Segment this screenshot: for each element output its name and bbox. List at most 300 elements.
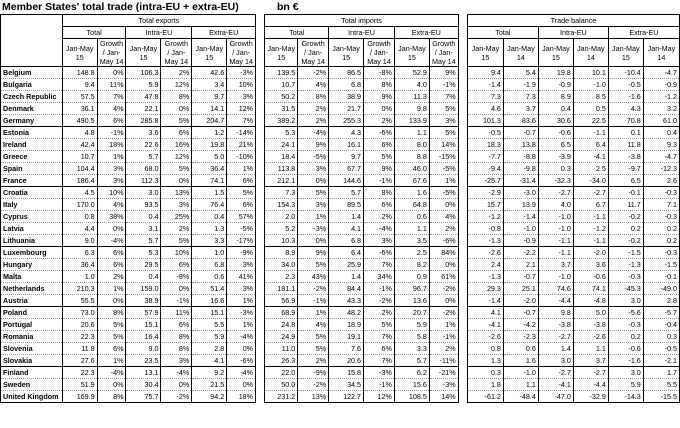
value-cell: 27.6 [62,355,97,367]
country-name: Germany [1,115,63,127]
value-cell: -15% [429,151,458,163]
value-cell: -2.0 [503,295,538,307]
value-cell: 6% [97,343,126,355]
value-cell: 1% [97,355,126,367]
value-cell: 0% [429,259,458,271]
value-cell: 3% [227,259,256,271]
value-cell: 3% [298,199,329,211]
value-cell: 74.1 [192,175,227,187]
value-cell: 22.1 [126,103,161,115]
value-cell: 1% [298,211,329,223]
value-cell: 5.9 [608,379,643,391]
value-cell: 13% [298,391,329,403]
value-cell: 210.3 [62,283,97,295]
value-cell: -25.7 [467,175,503,187]
value-cell: -1.4 [467,295,503,307]
value-cell: 154.3 [265,199,298,211]
table-row [1,319,680,331]
value-cell: 74.1 [573,283,608,295]
value-cell: 68.0 [126,163,161,175]
value-cell: 255.3 [329,115,364,127]
column-header: Jan-May 14 [573,39,608,67]
column-spacer [256,91,265,103]
value-cell: -8.8 [503,151,538,163]
value-cell: 1.4 [538,343,573,355]
value-cell: -1.3 [467,271,503,283]
value-cell: 5% [97,319,126,331]
column-spacer [458,15,467,67]
value-cell: -1% [161,295,192,307]
value-cell: -0.8 [467,223,503,235]
value-cell: 57% [227,211,256,223]
value-cell: -1.0 [573,79,608,91]
value-cell: 38.9 [329,91,364,103]
table-row [1,103,680,115]
value-cell: 5.3 [265,127,298,139]
value-cell: -2.7 [573,367,608,379]
value-cell: 0.1 [608,127,643,139]
value-cell: 14% [429,139,458,151]
value-cell: 1.1 [573,343,608,355]
column-spacer [256,343,265,355]
value-cell: -0.1 [643,271,679,283]
value-cell: 139.5 [265,67,298,79]
column-spacer [256,151,265,163]
column-spacer [458,319,467,331]
value-cell: 2% [364,307,395,319]
value-cell: 9.3 [643,139,679,151]
country-name: France [1,175,63,187]
value-cell: 12% [227,103,256,115]
table-row [1,91,680,103]
value-cell: 1.3 [467,355,503,367]
value-cell: 19.8 [192,139,227,151]
table-row [1,295,680,307]
value-cell: -8% [161,271,192,283]
column-header: Growth / Jan-May 14 [97,39,126,67]
value-cell: 34.0 [265,259,298,271]
value-cell: 8% [161,91,192,103]
column-spacer [458,67,467,79]
country-name: Luxembourg [1,247,63,259]
country-name: Hungary [1,259,63,271]
value-cell: 0.6 [192,271,227,283]
value-cell: -7.7 [467,151,503,163]
value-cell: 0.4 [538,103,573,115]
value-cell: 94.2 [192,391,227,403]
value-cell: 5.0 [192,151,227,163]
value-cell: -4% [97,367,126,379]
value-cell: 12% [161,151,192,163]
value-cell: 3% [364,235,395,247]
country-name: Netherlands [1,283,63,295]
table-row [1,271,680,283]
value-cell: -0.4 [643,319,679,331]
value-cell: 6.4 [329,247,364,259]
value-cell: 6% [227,175,256,187]
value-cell: 5.7 [126,151,161,163]
column-spacer [458,127,467,139]
country-name: Romania [1,331,63,343]
value-cell: 0% [97,379,126,391]
value-cell: -1.1 [573,235,608,247]
column-spacer [458,331,467,343]
column-spacer [256,163,265,175]
value-cell: 20.6 [329,355,364,367]
value-cell: 144.6 [329,175,364,187]
value-cell: 22.3 [62,331,97,343]
value-cell: 101.3 [467,115,503,127]
value-cell: 21.7 [329,103,364,115]
value-cell: 12% [161,79,192,91]
value-cell: 104.4 [62,163,97,175]
value-cell: 5% [161,235,192,247]
value-cell: 8% [364,187,395,199]
value-cell: -1% [298,295,329,307]
value-cell: 5% [298,331,329,343]
value-cell: 22.5 [573,115,608,127]
value-cell: 389.2 [265,115,298,127]
country-name: Latvia [1,223,63,235]
value-cell: 18% [227,391,256,403]
value-cell: 29.3 [467,283,503,295]
value-cell: -10.4 [608,67,643,79]
value-cell: 5% [298,343,329,355]
value-cell: -3.8 [538,319,573,331]
value-cell: 0% [161,283,192,295]
value-cell: 36.4 [192,163,227,175]
value-cell: 6% [161,127,192,139]
value-cell: 7% [227,115,256,127]
value-cell: 0% [364,103,395,115]
value-cell: 10.1 [573,67,608,79]
value-cell: -1.4 [467,79,503,91]
value-cell: 0.6 [394,211,429,223]
value-cell: 4.1 [329,223,364,235]
value-cell: 9% [364,91,395,103]
value-cell: 5.4 [503,67,538,79]
value-cell: 2% [429,343,458,355]
value-cell: 13.9 [503,199,538,211]
value-cell: 8% [161,343,192,355]
value-cell: 6% [161,259,192,271]
subgroup-header: Extra-EU [394,27,458,39]
column-spacer [458,307,467,319]
value-cell: -2% [364,295,395,307]
column-spacer [256,379,265,391]
value-cell: 285.8 [126,115,161,127]
country-name: Austria [1,295,63,307]
value-cell: -4.2 [503,319,538,331]
column-spacer [458,175,467,187]
value-cell: -1.3 [467,235,503,247]
value-cell: -1% [364,283,395,295]
table-row [1,115,680,127]
country-name: Malta [1,271,63,283]
value-cell: 1.4 [329,211,364,223]
value-cell: 6% [97,247,126,259]
column-spacer [256,247,265,259]
value-cell: 22.0 [265,367,298,379]
value-cell: -5.6 [608,307,643,319]
value-cell: 0% [97,295,126,307]
value-cell: 8% [97,307,126,319]
value-cell: 10.3 [265,235,298,247]
value-cell: 6.3 [62,247,97,259]
value-cell: 36.1 [62,103,97,115]
value-cell: 86.5 [329,67,364,79]
value-cell: 8% [97,391,126,403]
value-cell: -4.1 [467,319,503,331]
column-header: Jan-May 15 [192,39,227,67]
value-cell: 0.2 [643,235,679,247]
value-cell: 8.8 [394,151,429,163]
column-header: Jan-May 15 [538,39,573,67]
value-cell: 1.3 [192,223,227,235]
value-cell: 1% [227,295,256,307]
value-cell: 5.3 [126,247,161,259]
table-row [1,139,680,151]
value-cell: 3% [227,283,256,295]
value-cell: -2.6 [573,331,608,343]
value-cell: -1% [429,331,458,343]
value-cell: -48.4 [503,391,538,403]
value-cell: -1.5 [608,247,643,259]
value-cell: -14% [227,127,256,139]
value-cell: 9.7 [329,151,364,163]
value-cell: -0.2 [608,235,643,247]
subgroup-header: Total [467,27,538,39]
value-cell: 1% [227,163,256,175]
value-cell: 7.3 [503,91,538,103]
value-cell: -4% [227,331,256,343]
value-cell: 29.5 [126,259,161,271]
value-cell: -1% [97,127,126,139]
group-header: Trade balance [467,15,679,27]
value-cell: -1.1 [538,247,573,259]
table-row [1,151,680,163]
value-cell: -0.2 [608,211,643,223]
country-name: United Kingdom [1,391,63,403]
value-cell: 231.2 [265,391,298,403]
value-cell: 55.5 [62,295,97,307]
value-cell: 159.0 [126,283,161,295]
value-cell: -2.6 [467,331,503,343]
value-cell: 61.0 [643,115,679,127]
value-cell: 8% [298,91,329,103]
value-cell: 0.3 [538,163,573,175]
value-cell: -3% [364,367,395,379]
value-cell: 113.8 [265,163,298,175]
value-cell: 186.4 [62,175,97,187]
column-header: Jan-May 14 [643,39,679,67]
value-cell: 7.3 [265,187,298,199]
value-cell: 169.9 [62,391,97,403]
value-cell: 6.8 [329,235,364,247]
column-spacer [256,295,265,307]
value-cell: 1.8 [467,379,503,391]
value-cell: 3.7 [538,259,573,271]
value-cell: -5% [429,187,458,199]
value-cell: 1.5 [192,187,227,199]
value-cell: -3% [227,307,256,319]
value-cell: 7.1 [643,199,679,211]
value-cell: 0% [429,199,458,211]
value-cell: 6.5 [608,175,643,187]
value-cell: -31.4 [503,175,538,187]
column-spacer [458,223,467,235]
value-cell: 30.6 [538,115,573,127]
table-row [1,391,680,403]
value-cell: 14.1 [192,103,227,115]
value-cell: -34.0 [573,175,608,187]
value-cell: 18.9 [329,319,364,331]
value-cell: 9.2 [192,367,227,379]
value-cell: 6% [161,319,192,331]
value-cell: 13.1 [126,367,161,379]
table-row [1,247,680,259]
value-cell: 6.8 [329,79,364,91]
value-cell: -2.1 [643,355,679,367]
value-cell: 2% [161,223,192,235]
country-name: Greece [1,151,63,163]
value-cell: -2% [429,283,458,295]
column-spacer [256,139,265,151]
value-cell: 8% [364,79,395,91]
value-cell: -0.3 [608,271,643,283]
value-cell: 2.8 [192,343,227,355]
value-cell: 19.1 [329,331,364,343]
value-cell: 5.9 [126,79,161,91]
value-cell: -5.7 [643,307,679,319]
value-cell: 15.1 [192,307,227,319]
value-cell: 41% [227,271,256,283]
value-cell: 2.3 [265,271,298,283]
column-spacer [256,259,265,271]
value-cell: -1.2 [643,91,679,103]
value-cell: -4.1 [538,379,573,391]
value-cell: -4% [298,127,329,139]
value-cell: -4.7 [643,67,679,79]
column-spacer [458,103,467,115]
value-cell: 19.8 [538,67,573,79]
table-row [1,235,680,247]
value-cell: -2.3 [503,331,538,343]
value-cell: 9% [298,139,329,151]
column-header: Jan-May 15 [62,39,97,67]
value-cell: 9.0 [126,343,161,355]
value-cell: 5% [429,127,458,139]
subgroup-header: Extra-EU [608,27,679,39]
value-cell: -3.9 [538,151,573,163]
value-cell: 3.0 [608,367,643,379]
value-cell: 50.0 [265,379,298,391]
country-name: Portugal [1,319,63,331]
value-cell: -0.3 [608,319,643,331]
value-cell: 0.3 [643,331,679,343]
column-spacer [458,187,467,199]
country-name: Czech Republic [1,91,63,103]
value-cell: 5.7 [329,187,364,199]
value-cell: 4.1 [467,307,503,319]
value-cell: -5% [298,151,329,163]
column-spacer [256,367,265,379]
value-cell: 15.8 [329,367,364,379]
value-cell: 1% [429,175,458,187]
value-cell: 490.5 [62,115,97,127]
value-cell: -0.6 [573,271,608,283]
value-cell: 9% [364,163,395,175]
subgroup-header: Intra-EU [329,27,395,39]
table-row [1,343,680,355]
value-cell: 1.7 [643,367,679,379]
value-cell: 56.9 [265,295,298,307]
column-spacer [256,319,265,331]
value-cell: 38.9 [126,295,161,307]
value-cell: 5.7 [126,235,161,247]
table-title: Member States' total trade (intra-EU + extra-EU) [2,1,239,13]
value-cell: 10.7 [265,79,298,91]
column-spacer [458,343,467,355]
value-cell: 3.3 [192,235,227,247]
value-cell: 21.5 [192,379,227,391]
value-cell: 5.5 [643,379,679,391]
table-body [1,67,680,403]
value-cell: -1.0 [503,223,538,235]
value-cell: 3.2 [643,103,679,115]
value-cell: 181.1 [265,283,298,295]
column-header: Growth / Jan-May 14 [298,39,329,67]
value-cell: 0% [97,67,126,79]
value-cell: 0% [161,103,192,115]
value-cell: -3.0 [503,187,538,199]
value-cell: 42.4 [62,139,97,151]
value-cell: 7.3 [467,91,503,103]
value-cell: 1.2 [192,127,227,139]
value-cell: 1.1 [394,127,429,139]
value-cell: 51.9 [62,379,97,391]
value-cell: 1% [97,151,126,163]
value-cell: -1.6 [608,355,643,367]
value-cell: 6% [227,199,256,211]
value-cell: 1.1 [503,379,538,391]
subgroup-header: Intra-EU [538,27,608,39]
value-cell: 2.5 [573,163,608,175]
column-spacer [458,283,467,295]
value-cell: 4% [97,103,126,115]
value-cell: -1.2 [467,211,503,223]
value-cell: -0.3 [643,211,679,223]
value-cell: 16.4 [126,331,161,343]
value-cell: 76.4 [192,199,227,211]
country-name: Bulgaria [1,79,63,91]
value-cell: 13.6 [394,295,429,307]
value-cell: -4.8 [573,295,608,307]
value-cell: 3% [429,115,458,127]
value-cell: -0.6 [538,127,573,139]
value-cell: 0.8 [62,211,97,223]
value-cell: 0% [161,379,192,391]
value-cell: 6% [364,343,395,355]
value-cell: 0.9 [394,271,429,283]
country-name: Italy [1,199,63,211]
country-name: Croatia [1,187,63,199]
value-cell: 0% [298,235,329,247]
value-cell: 148.8 [62,67,97,79]
value-cell: -0.7 [503,271,538,283]
value-cell: 48.2 [329,307,364,319]
value-cell: 204.7 [192,115,227,127]
